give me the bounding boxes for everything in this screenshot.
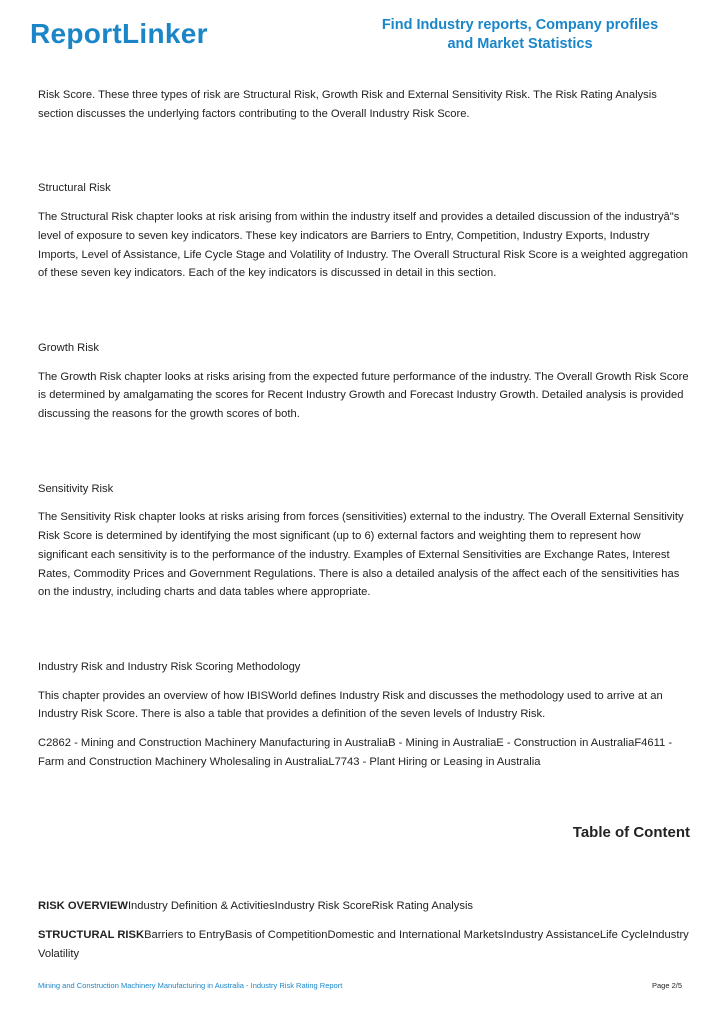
page-number: Page 2/5 [651,981,682,990]
toc-structural-risk [38,926,690,963]
methodology-title: Industry Risk and Industry Risk Scoring Methodology [38,660,301,673]
toc-risk-overview-label: RISK OVERVIEW [38,900,128,913]
toc-risk-overview-items: Industry Definition & ActivitiesIndustry Risk ScoreRisk Rating Analysis [127,900,474,913]
header-tagline[interactable] [380,16,660,54]
toc-structural-risk-label: STRUCTURAL RISK [38,929,145,942]
related-industries: C2862 - Mining and Construction Machinery Manufacturing in AustraliaB - Mining in AustraliaE - Construction in AustraliaF4611 - Farm and Construction Machinery Wholesaling in AustraliaL7743 - Plant Hiring or Leasing in Australia [38,737,673,768]
intro-paragraph: Risk Score. These three types of risk are Structural Risk, Growth Risk and External Sensitivity Risk. The Risk Rating Analysis section discusses the underlying factors contributing to the Overall Industry Risk Score. [38,89,657,120]
footer-report-link[interactable]: Mining and Construction Machinery Manufacturing in Australia - Industry Risk Rating Report [38,981,343,990]
sensitivity-risk-text: The Sensitivity Risk chapter looks at risks arising from forces (sensitivities) external to the industry. The Overall External Sensitivity Risk Score is determined by identifying the most significant (up to 6) external factors and weighting them to represent how significant each sensitivity is to the performance of the industry. Examples of External Sensitivities are Exchange Rates, Interest Rates, Commodity Prices and Government Regulations. There is also a detailed analysis of the affect each of the sensitivities has on the industry, including charts and data tables where appropriate. [38,511,684,599]
tagline-line-1: Find Industry reports, Company profiles [381,17,659,33]
growth-risk-text: The Growth Risk chapter looks at risks arising from the expected future performance of the industry. The Overall Growth Risk Score is determined by amalgamating the scores for Recent Industry Growth and Forecast Industry Growth. Detailed analysis is provided discussing the reasons for the growth scores of both. [38,370,689,421]
toc-structural-risk-items: Barriers to EntryBasis of CompetitionDomestic and International MarketsIndustry AssistanceLife CycleIndustry Volatility [38,929,689,960]
structural-risk-text: The Structural Risk chapter looks at risk arising from within the industry itself and provides a detailed discussion of the industryâ"s level of exposure to seven key indicators. These key indicators are Barriers to Entry, Competition, Industry Exports, Industry Imports, Level of Assistance, Life Cycle Stage and Volatility of Industry. The Overall Structural Risk Score is a weighted aggregation of these seven key indicators. Each of the key indicators is discussed in detail in this section. [38,211,689,280]
structural-risk-title: Structural Risk [38,182,111,195]
methodology-text: This chapter provides an overview of how IBISWorld defines Industry Risk and discusses the methodology used to arrive at an Industry Risk Score. There is also a table that provides a definition of the seven levels of Industry Risk. [38,689,663,721]
page-footer [38,981,690,990]
toc-risk-overview [38,897,690,916]
sensitivity-risk-title: Sensitivity Risk [38,482,114,495]
table-of-content-heading: Table of Content [572,824,690,842]
growth-risk-title: Growth Risk [38,341,99,354]
tagline-line-2: and Market Statistics [447,36,593,52]
document-body [38,86,690,964]
reportlinker-logo[interactable]: ReportLinker [30,18,208,49]
